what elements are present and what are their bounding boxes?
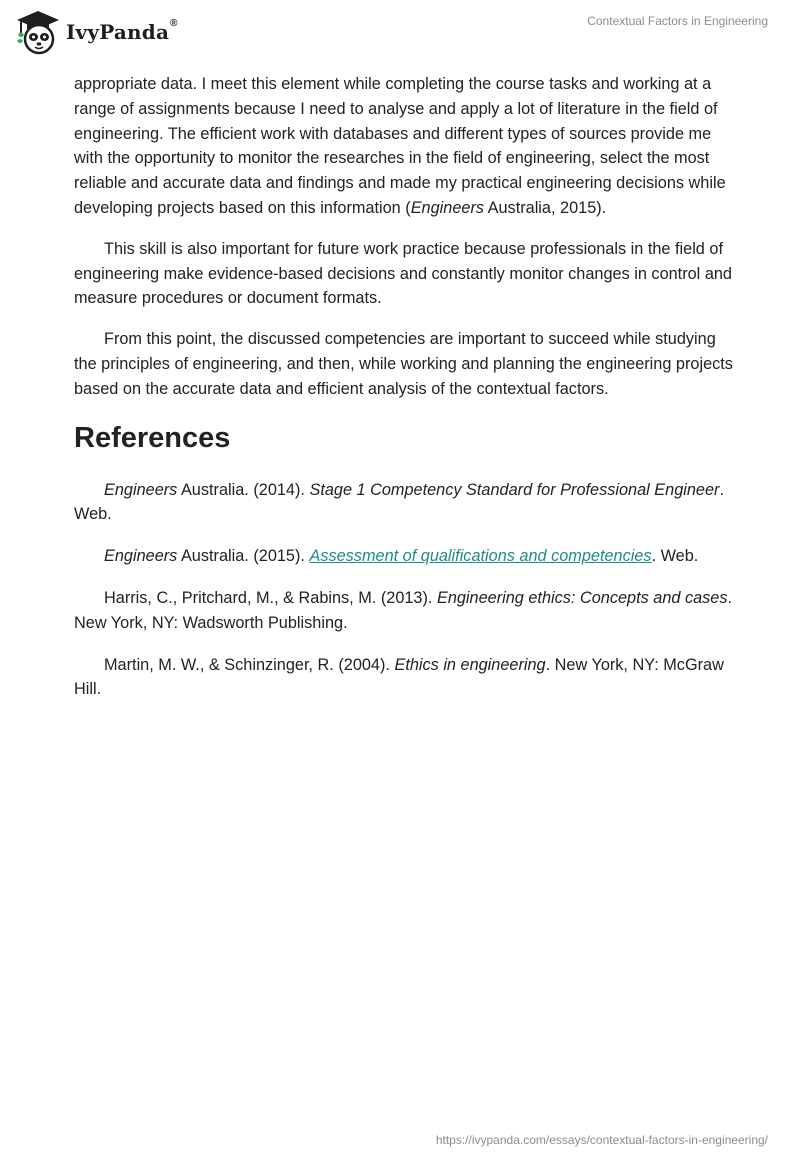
essay-content — [74, 72, 734, 719]
page-header — [0, 0, 800, 70]
reference-item: Engineers Australia. (2014). Stage 1 Competency Standard for Professional Engineer. Web. — [74, 480, 724, 524]
body-paragraph-2: This skill is also important for future work practice because professionals in the field of engineering make evidence-based decisions and constantly monitor changes in control and measure procedures or document formats. — [74, 239, 732, 308]
reference-item: Martin, M. W., & Schinzinger, R. (2004). Ethics in engineering. New York, NY: McGraw Hill. — [74, 655, 724, 699]
registered-mark: ® — [170, 18, 178, 29]
footer-url: https://ivypanda.com/essays/contextual-factors-in-engineering/ — [435, 1133, 768, 1147]
body-paragraph-3: From this point, the discussed competencies are important to succeed while studying the principles of engineering, and then, while working and planning the engineering projects based on the accurate data and efficient analysis of the contextual factors. — [74, 330, 733, 398]
reference-item: Engineers Australia. (2015). Assessment of qualifications and competencies. Web. — [104, 547, 699, 566]
references-heading: References — [74, 421, 231, 454]
logo[interactable] — [14, 8, 178, 56]
document-title: Contextual Factors in Engineering — [587, 14, 768, 28]
panda-graduation-cap-logo-icon — [14, 8, 62, 56]
reference-link[interactable]: Assessment of qualifications and competencies — [309, 547, 652, 566]
body-paragraph-1: appropriate data. I meet this element while completing the course tasks and working at a range of assignments because I need to analyse and apply a lot of literature in the field of engineering. The efficient work with databases and different types of sources provide me with the opportunity to monitor the researches in the field of engineering, select the most reliable and accurate data and findings and made my practical engineering decisions while developing projects based on this information (Engineers Australia, 2015). — [74, 75, 726, 217]
brand-name: IvyPanda® — [66, 18, 178, 44]
reference-item: Harris, C., Pritchard, M., & Rabins, M. (2013). Engineering ethics: Concepts and cases. New York, NY: Wadsworth Publishing. — [74, 588, 733, 632]
